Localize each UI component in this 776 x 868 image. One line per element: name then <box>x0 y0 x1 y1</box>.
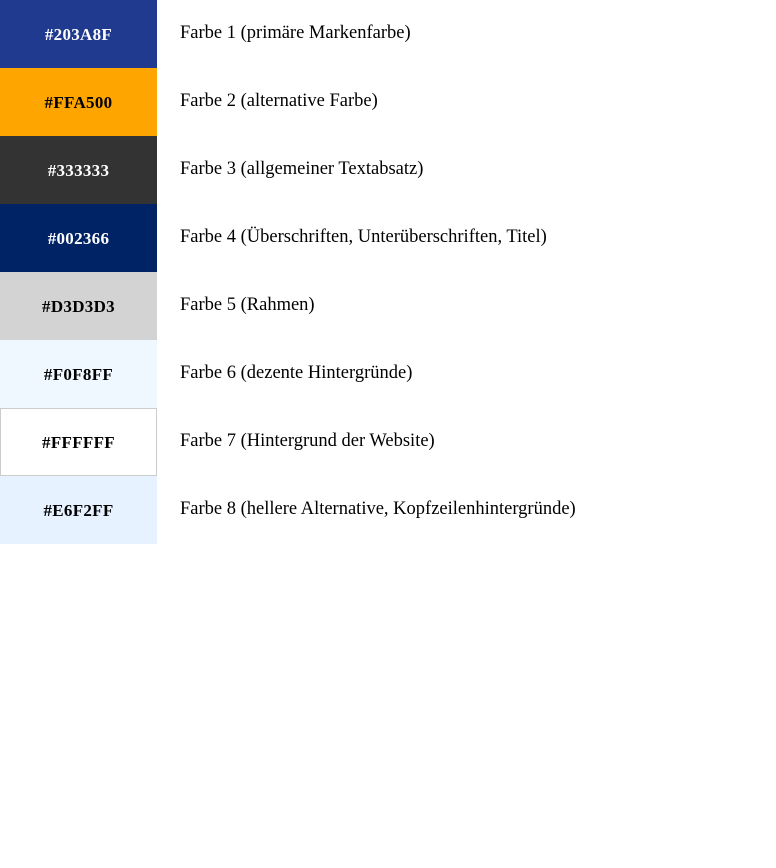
color-description: Farbe 3 (allgemeiner Textabsatz) <box>180 159 424 180</box>
color-description: Farbe 8 (hellere Alternative, Kopfzeilenhintergründe) <box>180 499 576 520</box>
color-description: Farbe 1 (primäre Markenfarbe) <box>180 23 411 44</box>
color-swatch-cell <box>0 204 180 272</box>
color-row <box>0 272 776 340</box>
color-swatch-cell <box>0 340 180 408</box>
color-swatch <box>0 68 157 136</box>
color-hex-label: #203A8F <box>44 24 113 44</box>
color-swatch <box>0 272 157 340</box>
color-swatch <box>0 136 157 204</box>
color-swatch-cell <box>0 0 180 68</box>
color-hex-label: #FFFFFF <box>42 432 115 452</box>
color-row <box>0 136 776 204</box>
color-swatch-cell <box>0 408 180 476</box>
color-swatch-cell <box>0 476 180 544</box>
color-swatch-cell <box>0 136 180 204</box>
color-swatch-cell <box>0 68 180 136</box>
color-swatch-cell <box>0 272 180 340</box>
color-row <box>0 68 776 136</box>
color-description: Farbe 7 (Hintergrund der Website) <box>180 431 435 452</box>
color-swatch <box>0 340 157 408</box>
color-swatch <box>0 476 157 544</box>
color-description: Farbe 5 (Rahmen) <box>180 295 315 316</box>
color-row <box>0 408 776 476</box>
color-hex-label: #002366 <box>47 228 110 248</box>
color-swatch <box>0 204 157 272</box>
color-swatch <box>0 408 157 476</box>
color-swatch <box>0 0 157 68</box>
color-row <box>0 476 776 544</box>
color-description: Farbe 4 (Überschriften, Unterüberschriften, Titel) <box>180 227 547 248</box>
color-hex-label: #333333 <box>47 160 110 180</box>
color-row <box>0 340 776 408</box>
color-hex-label: #F0F8FF <box>43 364 114 384</box>
color-hex-label: #D3D3D3 <box>42 296 115 316</box>
color-row <box>0 204 776 272</box>
color-hex-label: #E6F2FF <box>43 500 114 520</box>
color-description: Farbe 6 (dezente Hintergründe) <box>180 363 413 384</box>
color-description: Farbe 2 (alternative Farbe) <box>180 91 378 112</box>
color-hex-label: #FFA500 <box>44 92 113 112</box>
color-row <box>0 0 776 68</box>
